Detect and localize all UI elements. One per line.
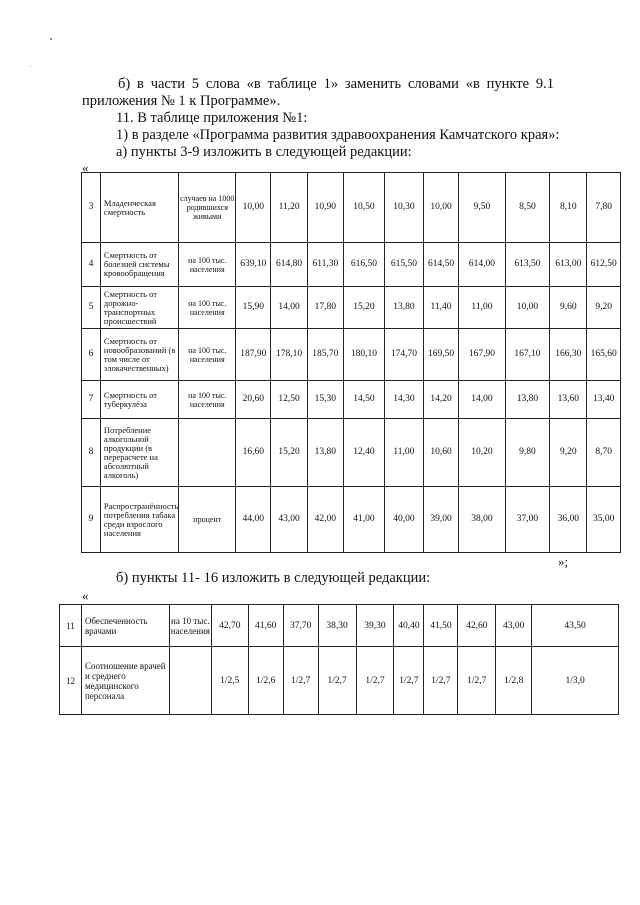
value-cell: 11,00 [459, 287, 505, 329]
value-cell: 13,80 [384, 287, 423, 329]
paragraph-1-section: 1) в разделе «Программа развития здравоохранения Камчатского края»: [116, 127, 560, 143]
row-number: 9 [82, 487, 101, 553]
indicator-name: Смертность от туберкулёза [100, 381, 178, 419]
indicator-name: Распространённость потребления табака среди взрослого населения [100, 487, 178, 553]
unit-cell: на 100 тыс. населения [179, 381, 236, 419]
row-number: 3 [82, 173, 101, 243]
value-cell: 38,00 [459, 487, 505, 553]
value-cell: 13,80 [505, 381, 550, 419]
table-row [82, 329, 621, 381]
value-cell: 9,20 [550, 419, 587, 487]
value-cell: 14,00 [271, 287, 307, 329]
value-cell: 614,50 [423, 243, 458, 287]
value-cell: 14,30 [384, 381, 423, 419]
value-cell: 42,70 [211, 605, 248, 647]
value-cell: 13,80 [307, 419, 343, 487]
value-cell: 166,30 [550, 329, 587, 381]
value-cell: 43,00 [496, 605, 532, 647]
value-cell: 614,80 [271, 243, 307, 287]
row-number: 6 [82, 329, 101, 381]
value-cell: 10,30 [384, 173, 423, 243]
value-cell: 178,10 [271, 329, 307, 381]
unit-cell [179, 419, 236, 487]
value-cell: 615,50 [384, 243, 423, 287]
table-row [82, 487, 621, 553]
value-cell: 15,20 [271, 419, 307, 487]
paragraph-b-word: пункте [486, 76, 530, 92]
value-cell: 8,10 [550, 173, 587, 243]
paragraph-b-word: таблице [267, 76, 317, 92]
table-row [82, 381, 621, 419]
value-cell: 41,00 [343, 487, 384, 553]
row-number: 5 [82, 287, 101, 329]
paragraph-b-word: 1» [323, 76, 339, 92]
value-cell: 42,00 [307, 487, 343, 553]
indicators-table-1-body [82, 173, 621, 553]
value-cell: 39,00 [423, 487, 458, 553]
unit-cell: на 100 тыс. населения [179, 329, 236, 381]
value-cell: 15,90 [236, 287, 271, 329]
value-cell: 169,50 [423, 329, 458, 381]
indicator-name: Обеспеченность врачами [81, 605, 169, 647]
value-cell: 13,40 [587, 381, 621, 419]
value-cell: 14,00 [459, 381, 505, 419]
value-cell: 41,60 [248, 605, 283, 647]
value-cell: 180,10 [343, 329, 384, 381]
value-cell: 10,50 [343, 173, 384, 243]
value-cell: 1/3,0 [532, 647, 619, 715]
value-cell: 613,00 [550, 243, 587, 287]
value-cell: 611,30 [307, 243, 343, 287]
value-cell: 9,50 [459, 173, 505, 243]
value-cell: 44,00 [236, 487, 271, 553]
unit-cell: на 100 тыс. населения [179, 243, 236, 287]
value-cell: 9,20 [587, 287, 621, 329]
value-cell: 43,00 [271, 487, 307, 553]
value-cell: 41,50 [424, 605, 458, 647]
indicators-table-2-body [60, 605, 619, 715]
value-cell: 8,50 [505, 173, 550, 243]
value-cell: 1/2,7 [424, 647, 458, 715]
row-number: 8 [82, 419, 101, 487]
paragraph-b-word: б) [118, 76, 131, 92]
value-cell: 187,90 [236, 329, 271, 381]
close-quote: »; [558, 554, 569, 569]
value-cell: 9,80 [505, 419, 550, 487]
value-cell: 40,00 [384, 487, 423, 553]
paragraph-b-part5-line1 [82, 76, 554, 93]
value-cell: 42,60 [458, 605, 496, 647]
open-quote-table1: « [82, 160, 89, 175]
table-row [82, 287, 621, 329]
table-row [60, 647, 619, 715]
value-cell: 167,90 [459, 329, 505, 381]
value-cell: 14,50 [343, 381, 384, 419]
indicator-name: Потребление алкогольной продукции (в перерасчете на абсолютный алкоголь) [100, 419, 178, 487]
value-cell: 612,50 [587, 243, 621, 287]
value-cell: 16,60 [236, 419, 271, 487]
scan-speck [50, 38, 52, 40]
paragraph-b-word: слова [205, 76, 240, 92]
value-cell: 14,20 [423, 381, 458, 419]
value-cell: 1/2,7 [394, 647, 424, 715]
value-cell: 20,60 [236, 381, 271, 419]
unit-cell: на 10 тыс. населения [169, 605, 211, 647]
value-cell: 1/2,7 [318, 647, 356, 715]
unit-cell: на 100 тыс. населения [179, 287, 236, 329]
table-row [82, 243, 621, 287]
value-cell: 10,00 [505, 287, 550, 329]
value-cell: 174,70 [384, 329, 423, 381]
table-row [60, 605, 619, 647]
value-cell: 11,00 [384, 419, 423, 487]
value-cell: 12,40 [343, 419, 384, 487]
value-cell: 10,00 [236, 173, 271, 243]
value-cell: 38,30 [318, 605, 356, 647]
indicators-table-2 [59, 604, 619, 715]
open-quote-table2: « [82, 588, 89, 603]
value-cell: 613,50 [505, 243, 550, 287]
paragraph-b-part5 [82, 76, 554, 110]
paragraph-b-word: «в [246, 76, 261, 92]
indicators-table-1 [81, 172, 621, 553]
value-cell: 37,70 [283, 605, 318, 647]
value-cell: 12,50 [271, 381, 307, 419]
value-cell: 185,70 [307, 329, 343, 381]
value-cell: 1/2,5 [211, 647, 248, 715]
value-cell: 165,60 [587, 329, 621, 381]
value-cell: 10,60 [423, 419, 458, 487]
paragraph-b-word: в [137, 76, 144, 92]
value-cell: 39,30 [356, 605, 394, 647]
indicator-name: Смертность от новообразований (в том числе от злокачественных) [100, 329, 178, 381]
value-cell: 7,80 [587, 173, 621, 243]
paragraph-b-word: 9.1 [535, 76, 554, 92]
row-number: 4 [82, 243, 101, 287]
value-cell: 11,40 [423, 287, 458, 329]
unit-cell [169, 647, 211, 715]
paragraph-b-word: «в [465, 76, 480, 92]
paragraph-b-word: словами [407, 76, 459, 92]
value-cell: 8,70 [587, 419, 621, 487]
paragraph-a-items: а) пункты 3-9 изложить в следующей редакции: [116, 144, 412, 160]
paragraph-11-heading: 11. В таблице приложения №1: [116, 110, 308, 126]
value-cell: 11,20 [271, 173, 307, 243]
value-cell: 15,20 [343, 287, 384, 329]
paragraph-b-items: б) пункты 11- 16 изложить в следующей редакции: [116, 570, 431, 586]
paragraph-b-part5-line2: приложения № 1 к Программе». [82, 93, 281, 109]
value-cell: 17,80 [307, 287, 343, 329]
value-cell: 614,00 [459, 243, 505, 287]
value-cell: 1/2,8 [496, 647, 532, 715]
paragraph-b-word: заменить [344, 76, 402, 92]
row-number: 11 [60, 605, 82, 647]
value-cell: 1/2,7 [283, 647, 318, 715]
value-cell: 639,10 [236, 243, 271, 287]
scan-speck-small [30, 66, 31, 67]
value-cell: 1/2,6 [248, 647, 283, 715]
unit-cell: случаев на 1000 родившихся живыми [179, 173, 236, 243]
indicator-name: Младенческая смертность [100, 173, 178, 243]
paragraph-b-word: части [150, 76, 185, 92]
value-cell: 10,90 [307, 173, 343, 243]
value-cell: 1/2,7 [356, 647, 394, 715]
value-cell: 37,00 [505, 487, 550, 553]
value-cell: 15,30 [307, 381, 343, 419]
unit-cell: процент [179, 487, 236, 553]
paragraph-b-word: 5 [191, 76, 200, 92]
table-row [82, 419, 621, 487]
indicator-name: Соотношение врачей и среднего медицинского персонала [81, 647, 169, 715]
value-cell: 43,50 [532, 605, 619, 647]
value-cell: 9,60 [550, 287, 587, 329]
value-cell: 1/2,7 [458, 647, 496, 715]
value-cell: 35,00 [587, 487, 621, 553]
indicator-name: Смертность от болезней системы кровообращения [100, 243, 178, 287]
value-cell: 616,50 [343, 243, 384, 287]
value-cell: 40,40 [394, 605, 424, 647]
indicator-name: Смертность от дорожно-транспортных происшествий [100, 287, 178, 329]
value-cell: 167,10 [505, 329, 550, 381]
row-number: 7 [82, 381, 101, 419]
row-number: 12 [60, 647, 82, 715]
value-cell: 10,20 [459, 419, 505, 487]
value-cell: 13,60 [550, 381, 587, 419]
value-cell: 10,00 [423, 173, 458, 243]
table-row [82, 173, 621, 243]
value-cell: 36,00 [550, 487, 587, 553]
